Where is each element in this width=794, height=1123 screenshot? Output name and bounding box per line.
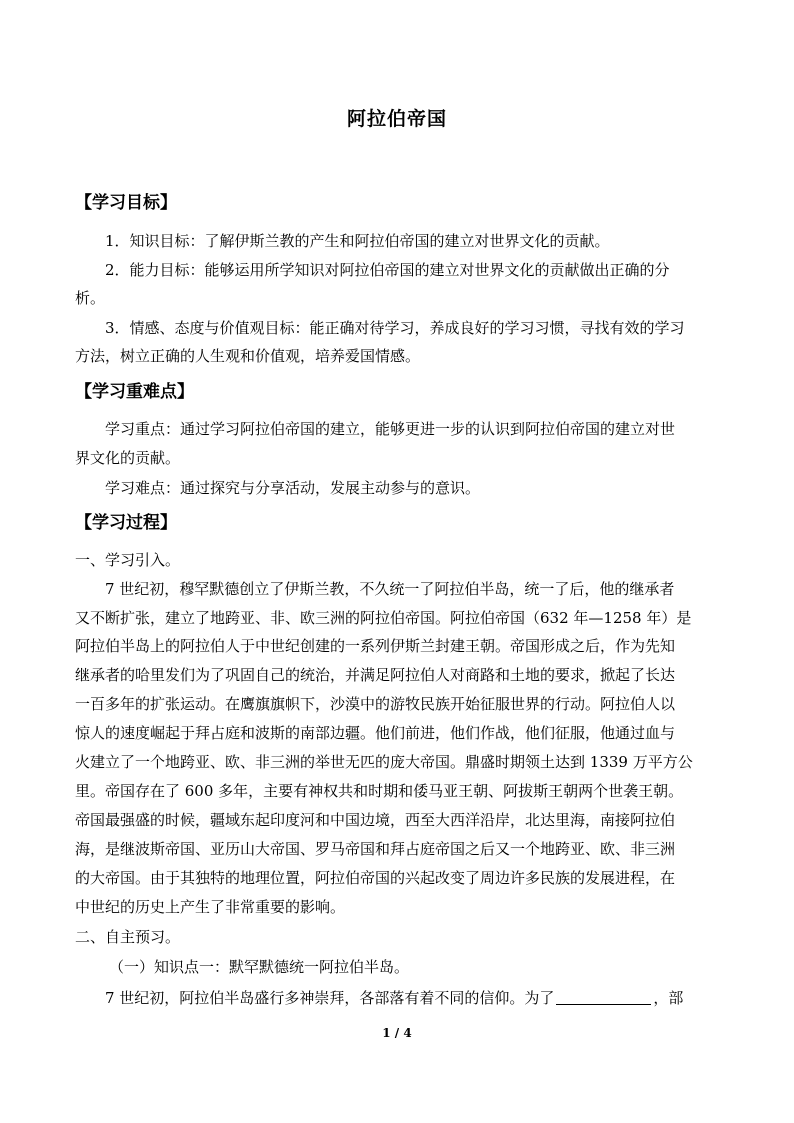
goal-2-line-2: 析。 (75, 289, 106, 307)
intro-line: 惊人的速度崛起于拜占庭和波斯的南部边疆。他们前进，他们作战，他们征服，他通过血与 (75, 724, 676, 742)
page-number: 1 / 4 (382, 1026, 412, 1040)
fill-in-text-after: ，部 (653, 989, 684, 1007)
answer-blank[interactable] (556, 988, 651, 1005)
key-point-line-2: 界文化的贡献。 (75, 449, 181, 467)
intro-line: 7 世纪初，穆罕默德创立了伊斯兰教，不久统一了阿拉伯半岛，统一了后，他的继承者 (105, 580, 675, 598)
key-point-line-1: 学习重点：通过学习阿拉伯帝国的建立，能够更进一步的认识到阿拉伯帝国的建立对世 (105, 420, 676, 438)
intro-line: 中世纪的历史上产生了非常重要的影响。 (75, 898, 346, 916)
goal-3-line-2: 方法，树立正确的人生观和价值观，培养爱国情感。 (75, 347, 421, 365)
goal-3-line-1: 3．情感、态度与价值观目标：能正确对待学习，养成良好的学习习惯，寻找有效的学习 (105, 319, 685, 337)
intro-line: 帝国最强盛的时候，疆域东起印度河和中国边境，西至大西洋沿岸，北达里海，南接阿拉伯 (75, 811, 676, 829)
keypoints-heading: 【学习重难点】 (75, 382, 194, 402)
intro-line: 阿拉伯半岛上的阿拉伯人于中世纪创建的一系列伊斯兰封建王朝。帝国形成之后，作为先知 (75, 637, 676, 655)
intro-line: 一百多年的扩张运动。在鹰旗旗帜下，沙漠中的游牧民族开始征服世界的行动。阿拉伯人以 (75, 695, 676, 713)
intro-line: 里。帝国存在了 600 多年，主要有神权共和时期和倭马亚王朝、阿拔斯王朝两个世袭王朝。 (75, 782, 684, 800)
goals-heading: 【学习目标】 (75, 193, 177, 213)
fill-in-text-before: 7 世纪初，阿拉伯半岛盛行多神崇拜，各部落有着不同的信仰。为了 (105, 989, 555, 1007)
part-1-heading: 一、学习引入。 (75, 551, 181, 569)
intro-line: 的大帝国。由于其独特的地理位置，阿拉伯帝国的兴起改变了周边许多民族的发展进程，在 (75, 869, 676, 887)
part-2-heading: 二、自主预习。 (75, 928, 181, 946)
intro-line: 又不断扩张，建立了地跨亚、非、欧三洲的阿拉伯帝国。阿拉伯帝国（632 年—1258 年）是 (75, 609, 692, 627)
process-heading: 【学习过程】 (75, 513, 177, 533)
difficulty-line: 学习难点：通过探究与分享活动，发展主动参与的意识。 (105, 479, 481, 497)
intro-line: 继承者的哈里发们为了巩固自己的统治，并满足阿拉伯人对商路和土地的要求，掀起了长达 (75, 666, 676, 684)
page-title: 阿拉伯帝国 (346, 108, 447, 130)
fill-in-line (75, 984, 755, 1012)
knowledge-point-1: （一）知识点一：默罕默德统一阿拉伯半岛。 (109, 958, 410, 976)
intro-line: 火建立了一个地跨亚、欧、非三洲的举世无匹的庞大帝国。鼎盛时期领土达到 1339 万平方公 (75, 753, 693, 771)
intro-line: 海，是继波斯帝国、亚历山大帝国、罗马帝国和拜占庭帝国之后又一个地跨亚、欧、非三洲 (75, 840, 676, 858)
goal-1: 1．知识目标：了解伊斯兰教的产生和阿拉伯帝国的建立对世界文化的贡献。 (105, 232, 610, 250)
goal-2-line-1: 2．能力目标：能够运用所学知识对阿拉伯帝国的建立对世界文化的贡献做出正确的分 (105, 261, 670, 279)
